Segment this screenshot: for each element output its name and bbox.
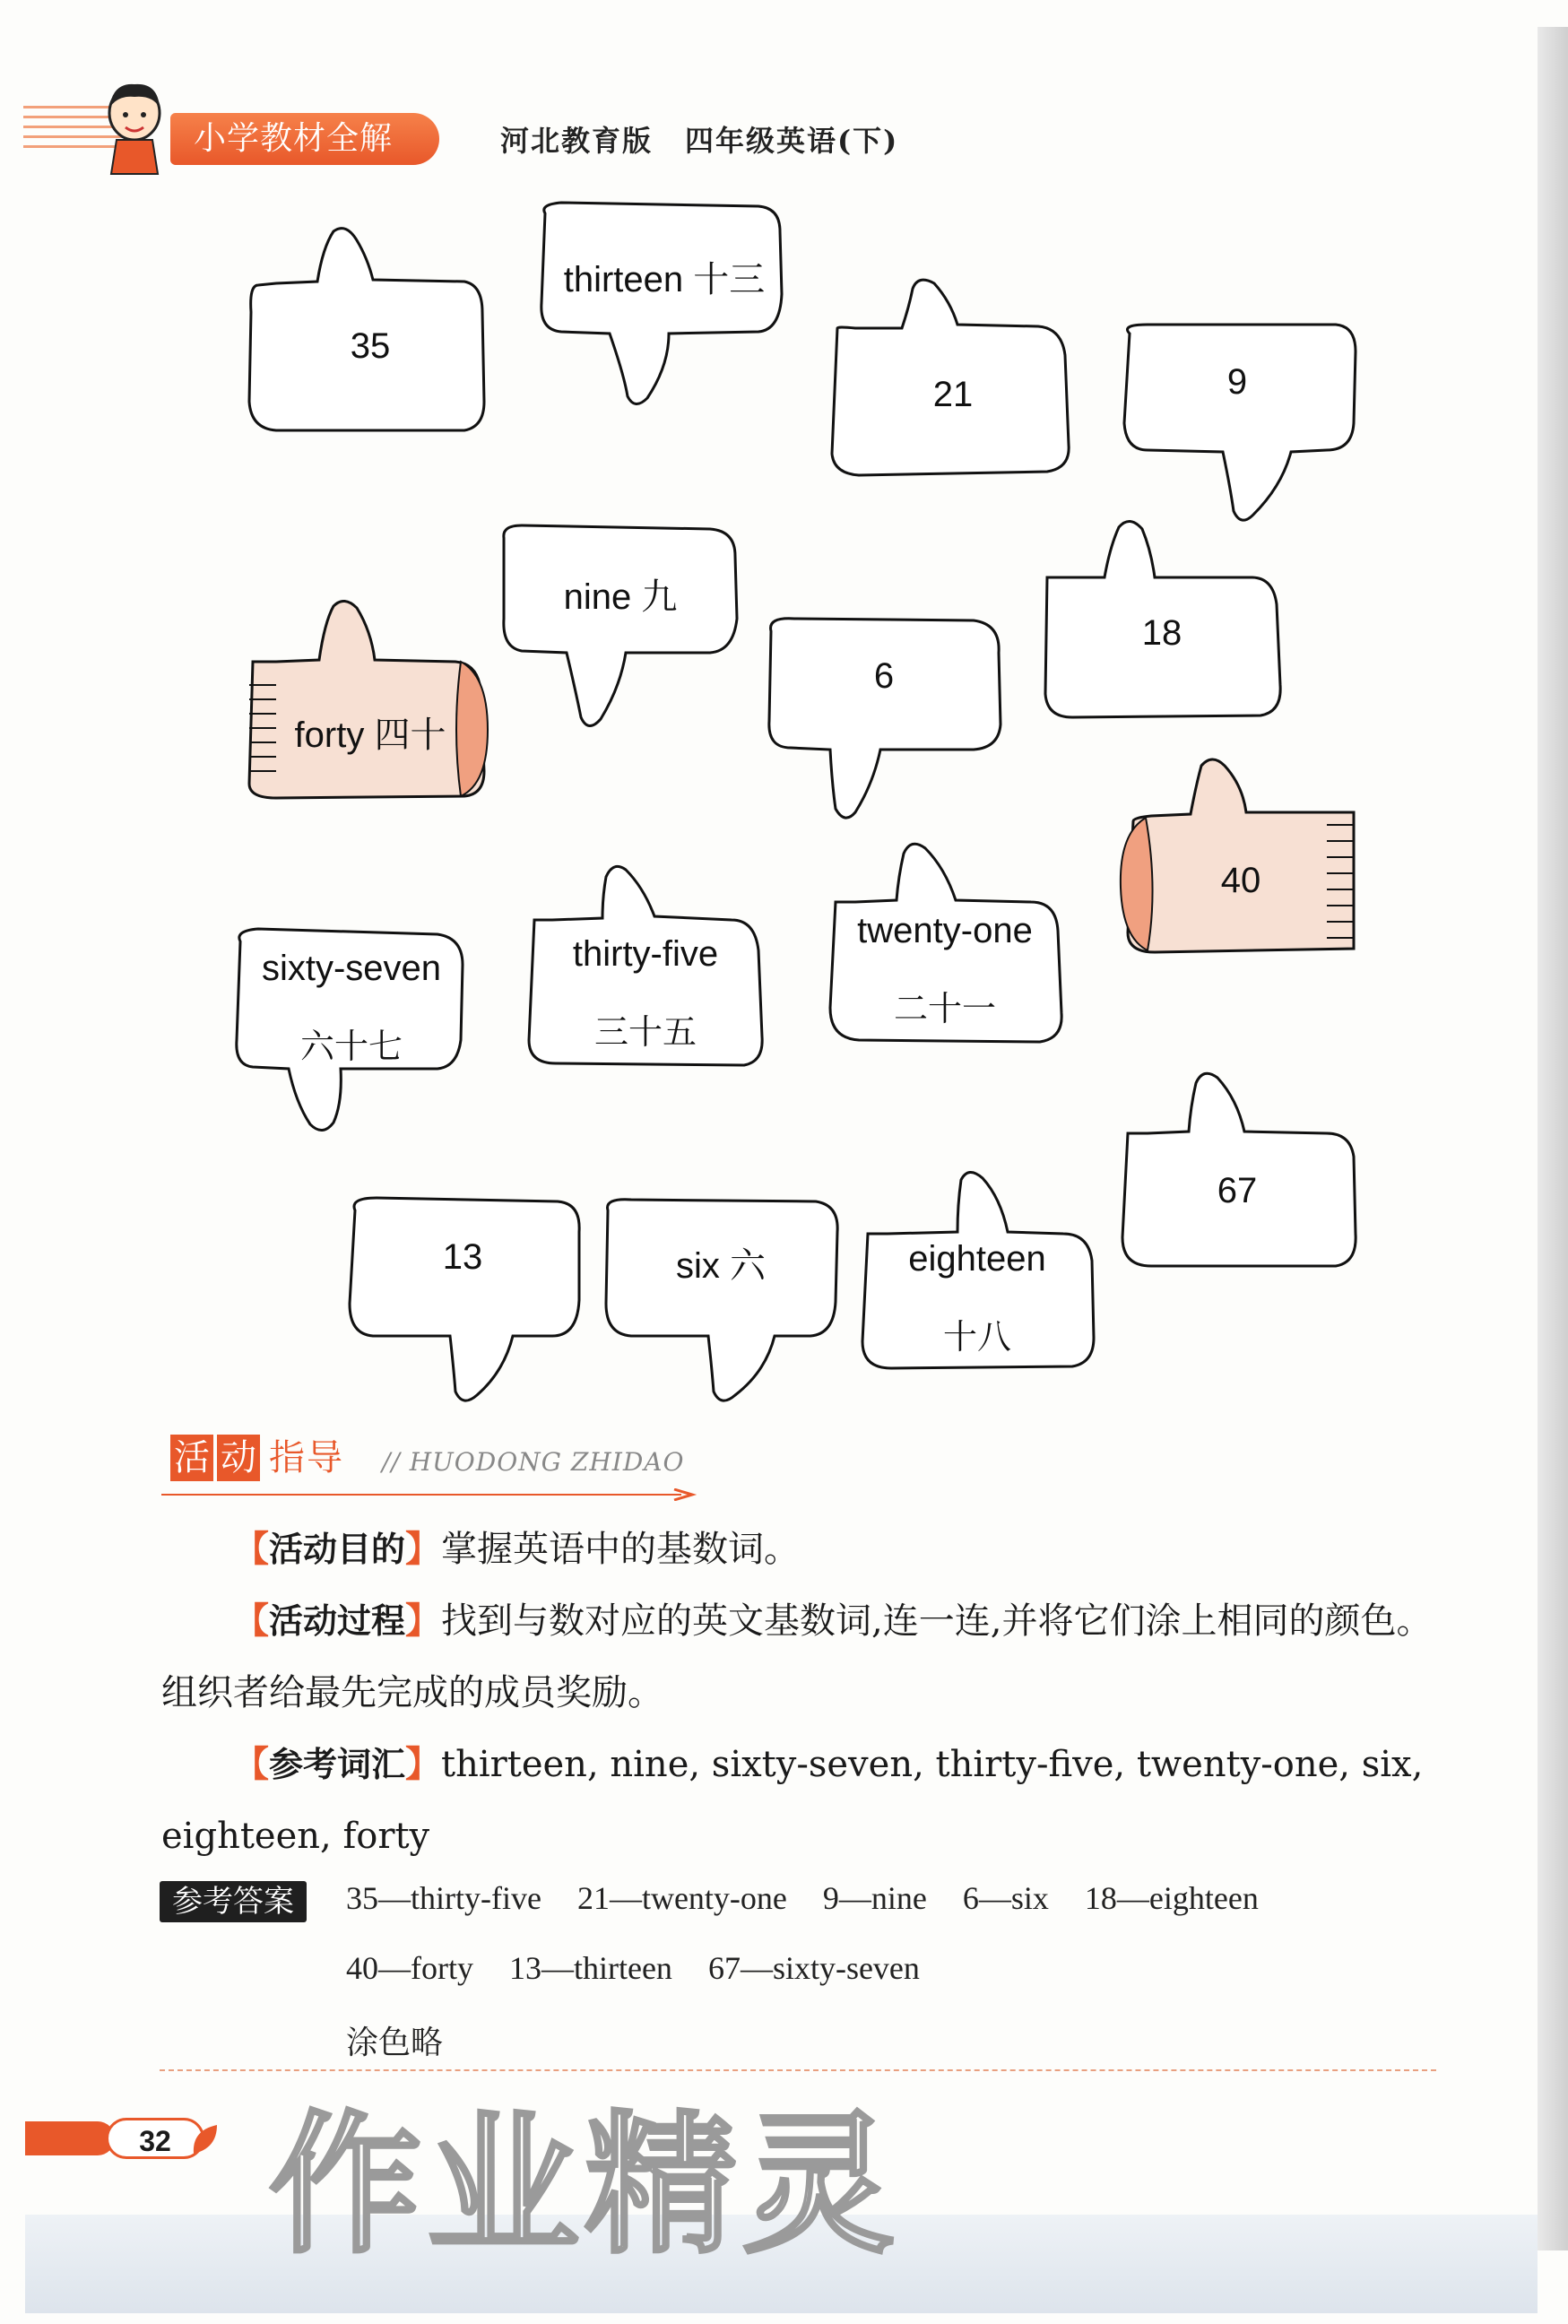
mitten-text: thirty-five — [572, 934, 719, 974]
page-edge — [1538, 27, 1568, 2250]
purpose-label: 活动目的 — [269, 1530, 406, 1569]
series-logo — [170, 113, 439, 165]
mitten-text: 21 — [932, 375, 974, 414]
mitten-9[interactable] — [1112, 316, 1363, 531]
mitten-text: forty 四十 — [294, 715, 446, 755]
answer-item: 40—forty — [346, 1950, 473, 1986]
mitten-outline — [240, 595, 500, 802]
mitten-40[interactable] — [1115, 753, 1366, 959]
vocab-label: 参考词汇 — [269, 1745, 406, 1784]
leaf-icon — [190, 2121, 222, 2157]
title-char: 活 — [170, 1435, 213, 1481]
mitten-outline — [758, 613, 1009, 828]
vocab-text: thirteen, nine, sixty-seven, thirty-five, twenty-one, six, eighteen, forty — [161, 1744, 1424, 1857]
mitten-text: nine 九 — [563, 577, 678, 617]
mitten-outline — [595, 1192, 846, 1408]
activity-pinyin: // HUODONG ZHIDAO — [382, 1447, 685, 1477]
mitten-chinese: 三十五 — [593, 1012, 697, 1052]
series-title: 小学教材全解 — [194, 120, 394, 157]
mitten-21[interactable] — [823, 274, 1083, 481]
page-number: 32 — [106, 2118, 204, 2159]
mitten-outline — [495, 520, 746, 744]
mitten-67[interactable] — [1112, 1067, 1363, 1279]
mitten-outline — [1115, 753, 1366, 959]
title-char: 指 — [269, 1437, 305, 1479]
watermark: 作业精灵 — [269, 2097, 901, 2275]
mitten-outline — [534, 195, 794, 420]
mitten-18[interactable] — [1036, 515, 1287, 726]
publisher: 河北教育版 — [500, 124, 654, 158]
mitten-text: sixty-seven — [261, 949, 442, 988]
answer-item: 13—thirteen — [508, 1950, 672, 1986]
process-text: 找到与数对应的英文基数词,连一连,并将它们涂上相同的颜色。组织者给最先完成的成员奖励。 — [161, 1600, 1433, 1713]
mitten-text: thirteen 十三 — [563, 260, 766, 299]
answer-item: 35—thirty-five — [346, 1880, 541, 1916]
answer-item: 6—six — [962, 1880, 1049, 1916]
purpose-text: 掌握英语中的基数词。 — [441, 1529, 801, 1570]
mitten-text: 13 — [442, 1237, 483, 1277]
mitten-35[interactable] — [240, 222, 500, 438]
mitten-chinese: 十八 — [942, 1317, 1011, 1357]
page-number-bar — [25, 2121, 115, 2155]
mitten-text: twenty-one — [857, 911, 1033, 950]
mitten-thirteen[interactable] — [534, 195, 794, 420]
subject: 四年级英语(下) — [685, 124, 899, 158]
mitten-twenty-one[interactable] — [819, 837, 1070, 1049]
mitten-text: eighteen — [908, 1239, 1046, 1279]
mitten-13[interactable] — [337, 1192, 588, 1408]
mitten-eighteen[interactable] — [852, 1166, 1103, 1377]
process-paragraph: 【活动过程】找到与数对应的英文基数词,连一连,并将它们涂上相同的颜色。组织者给最先完成的成员奖励。 — [161, 1600, 1433, 1713]
mitten-text: 35 — [350, 326, 391, 366]
mitten-text: 6 — [873, 656, 895, 696]
mitten-thirty-five[interactable] — [520, 861, 771, 1072]
answer-label: 参考答案 — [160, 1881, 307, 1922]
mitten-text: 67 — [1217, 1171, 1258, 1210]
mitten-6[interactable] — [758, 613, 1009, 828]
mitten-nine[interactable] — [495, 520, 746, 744]
title-char: 动 — [217, 1435, 260, 1481]
title-arrow-icon — [161, 1488, 699, 1501]
answer-item: 9—nine — [822, 1880, 927, 1916]
mitten-outline — [1112, 316, 1363, 531]
mascot-boy-icon — [90, 77, 179, 176]
vocab-paragraph: 【参考词汇】thirteen, nine, sixty-seven, thirty-five, twenty-one, six, eighteen, forty — [161, 1743, 1424, 1857]
answer-row-1 — [346, 1879, 1295, 1917]
mitten-text: 9 — [1226, 362, 1248, 402]
answer-item: 67—sixty-seven — [707, 1950, 920, 1986]
title-char: 导 — [307, 1437, 342, 1479]
mitten-text: 18 — [1141, 613, 1182, 653]
mitten-outline — [337, 1192, 588, 1408]
mitten-text: 40 — [1220, 861, 1261, 900]
mitten-text: six 六 — [676, 1246, 766, 1286]
book-info — [500, 118, 931, 160]
process-label: 活动过程 — [269, 1601, 406, 1641]
mitten-six[interactable] — [595, 1192, 846, 1408]
mitten-chinese: 二十一 — [893, 989, 996, 1028]
purpose-paragraph: 【活动目的】掌握英语中的基数词。 — [233, 1528, 801, 1570]
answer-note: 涂色略 — [346, 2025, 444, 2061]
answer-row-2 — [346, 1949, 956, 1987]
mitten-chinese: 六十七 — [299, 1027, 403, 1066]
answer-item: 18—eighteen — [1084, 1880, 1259, 1916]
mitten-forty[interactable] — [240, 595, 500, 802]
mitten-sixty-seven[interactable] — [226, 924, 477, 1139]
answer-item: 21—twenty-one — [576, 1880, 787, 1916]
